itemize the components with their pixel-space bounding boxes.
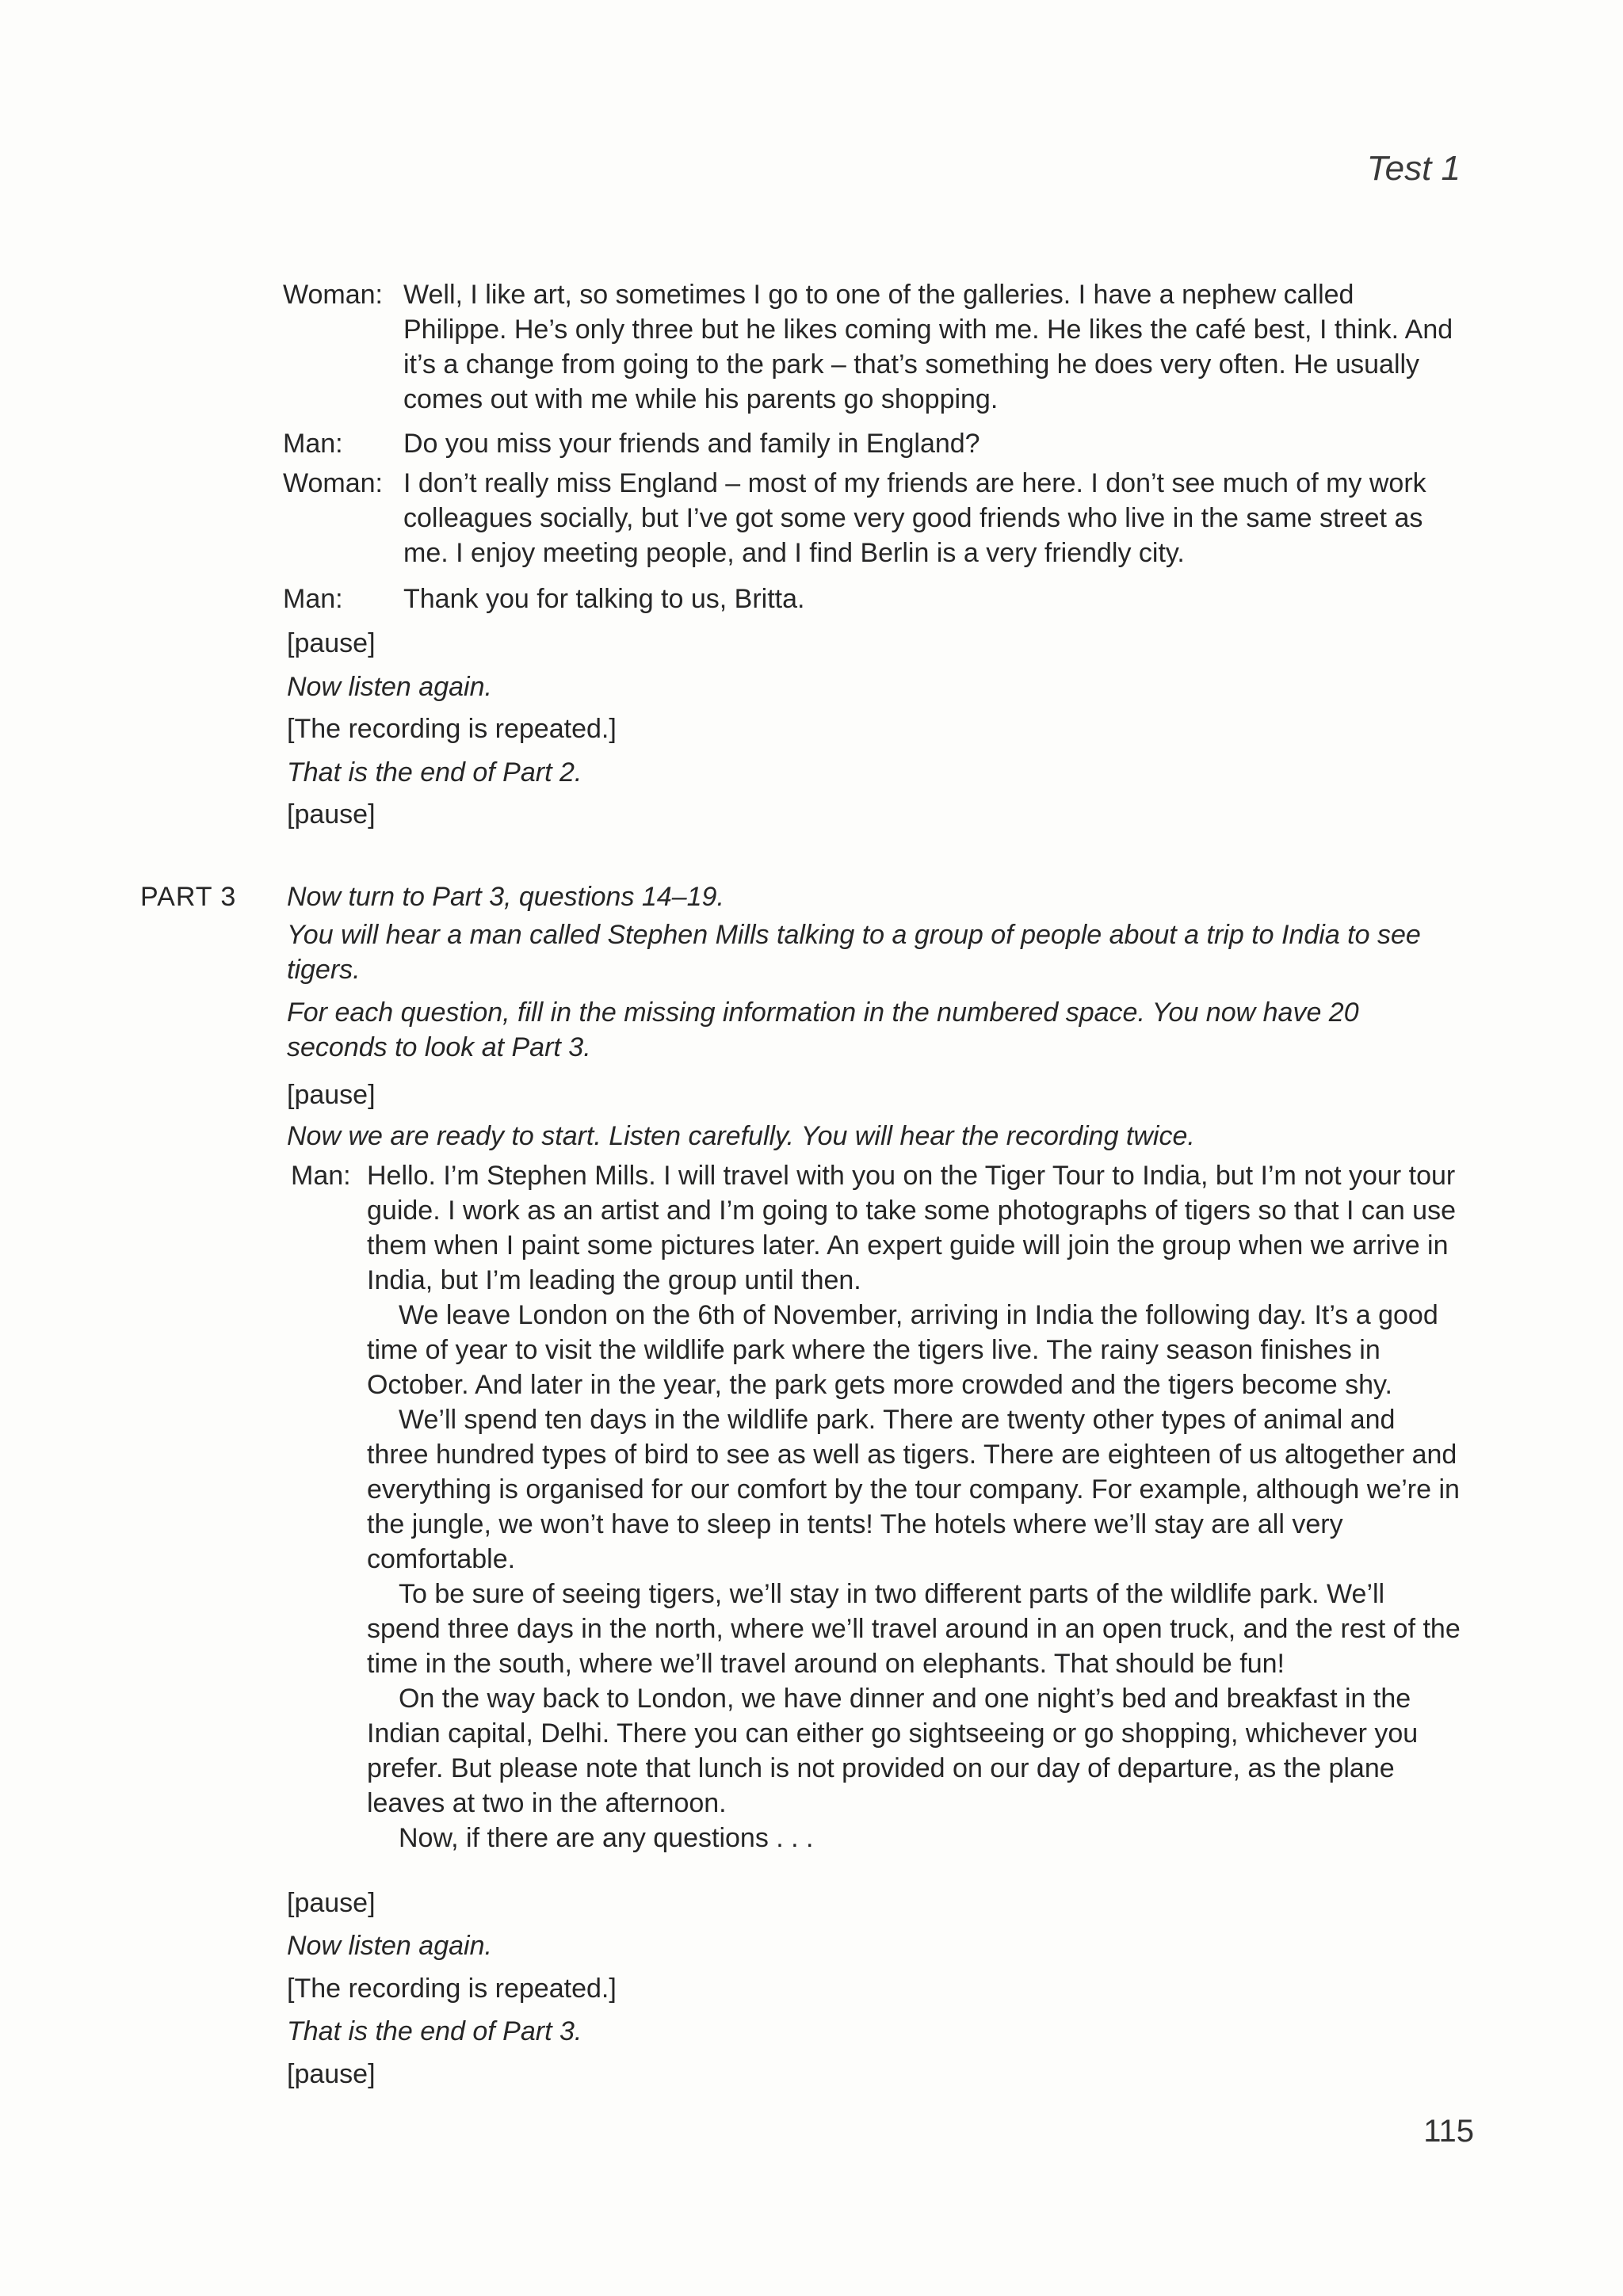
- speech-text: Well, I like art, so sometimes I go to one of the galleries. I have a nephew called Philippe. He’s only three but he likes coming with me. He likes the café best, I think. And it’s a change from going to the park – that’s something he does very often. He usually comes out with me while his parents go shopping.: [403, 280, 1453, 414]
- speech-text: Thank you for talking to us, Britta.: [403, 584, 805, 614]
- stage-cue: That is the end of Part 2.: [287, 757, 582, 788]
- stage-cue: [The recording is repeated.]: [287, 1974, 617, 2004]
- stage-cue: [pause]: [287, 1080, 376, 1110]
- speech-text: I don’t really miss England – most of my friends are here. I don’t see much of my work colleagues socially, but I’ve got some very good friends who live in the same street as me. I enjoy meeting people, and I find Berlin is a very friendly city.: [403, 468, 1426, 568]
- monologue-paragraph: Hello. I’m Stephen Mills. I will travel with you on the Tiger Tour to India, but I’m not your tour guide. I work as an artist and I’m going to take some photographs of tigers so that I can use them when I paint some pictures later. An expert guide will join the group when we arrive in India, but I’m leading the group until then.: [367, 1161, 1456, 1295]
- stage-cue: Now listen again.: [287, 1931, 492, 1961]
- stage-cue: [pause]: [287, 2059, 376, 2089]
- monologue-paragraph: We leave London on the 6th of November, arriving in India the following day. It’s a good time of year to visit the wildlife park where the tigers live. The rainy season finishes in October. And later in the year, the park gets more crowded and the tigers become shy.: [367, 1300, 1438, 1400]
- monologue-paragraph: To be sure of seeing tigers, we’ll stay in two different parts of the wildlife park. We’ll spend three days in the north, where we’ll travel around in an open truck, and the rest of the time in the south, where we’ll travel around on elephants. That should be fun!: [367, 1579, 1461, 1679]
- speaker-label: Man:: [291, 1161, 351, 1191]
- monologue-paragraph: We’ll spend ten days in the wildlife park. There are twenty other types of animal and three hundred types of bird to see as well as tigers. There are eighteen of us altogether and everything is organised for our comfort by the tour company. For example, although we’re in the jungle, we won’t have to sleep in tents! The hotels where we’ll stay are all very comfortable.: [367, 1405, 1460, 1574]
- stage-cue: Now listen again.: [287, 672, 492, 702]
- stage-cue: [pause]: [287, 1888, 376, 1918]
- monologue-paragraph: On the way back to London, we have dinner and one night’s bed and breakfast in the Indian capital, Delhi. There you can either go sightseeing or go shopping, whichever you prefer. But please note that lunch is not provided on our day of departure, as the plane leaves at two in the afternoon.: [367, 1684, 1419, 1818]
- stage-cue: [The recording is repeated.]: [287, 714, 617, 744]
- page-number: 115: [1423, 2114, 1474, 2149]
- speaker-label: Woman:: [283, 468, 383, 498]
- instruction-text: For each question, fill in the missing information in the numbered space. You now have 20 seconds to look at Part 3.: [287, 997, 1359, 1062]
- instruction-text: Now turn to Part 3, questions 14–19.: [287, 882, 724, 912]
- dialogue-turn: [283, 466, 1456, 570]
- dialogue-turn: [283, 582, 1456, 616]
- monologue: [291, 1158, 1464, 1855]
- stage-cue: [pause]: [287, 628, 376, 658]
- speaker-label: Man:: [283, 584, 343, 614]
- dialogue-turn: [283, 426, 1456, 461]
- page-header-title: Test 1: [1366, 149, 1461, 188]
- speaker-label: Man:: [283, 429, 343, 459]
- part-label: PART 3: [140, 882, 237, 912]
- speech-text: Do you miss your friends and family in England?: [403, 429, 980, 459]
- instruction-text: Now we are ready to start. Listen carefully. You will hear the recording twice.: [287, 1121, 1195, 1151]
- instruction-text: You will hear a man called Stephen Mills talking to a group of people about a trip to India to see tigers.: [287, 920, 1421, 985]
- monologue-paragraph: Now, if there are any questions . . .: [399, 1823, 814, 1853]
- dialogue-turn: [283, 277, 1456, 417]
- speaker-label: Woman:: [283, 280, 383, 310]
- stage-cue: That is the end of Part 3.: [287, 2016, 582, 2046]
- stage-cue: [pause]: [287, 799, 376, 830]
